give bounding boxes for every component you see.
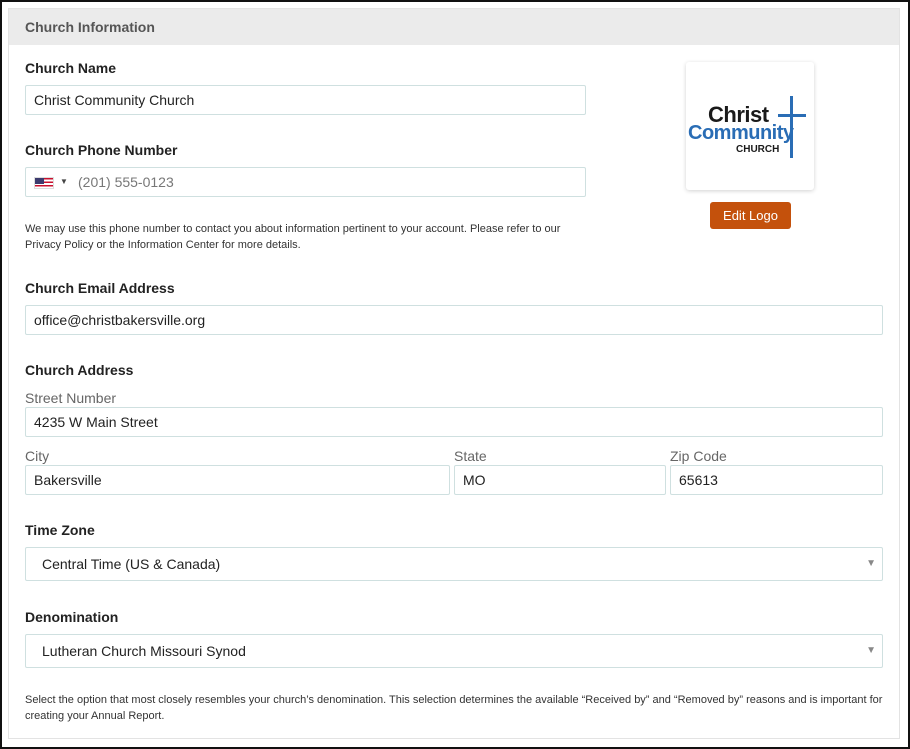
- denomination-select[interactable]: [25, 634, 883, 668]
- street-label: Street Number: [25, 390, 117, 406]
- logo-text-community: Community: [688, 122, 794, 144]
- phone-label: Church Phone Number: [25, 142, 178, 158]
- denomination-label: Denomination: [25, 609, 119, 625]
- city-label: City: [25, 448, 50, 464]
- zip-label: Zip Code: [670, 448, 727, 464]
- edit-logo-button[interactable]: Edit Logo: [710, 202, 791, 229]
- email-label: Church Email Address: [25, 280, 175, 296]
- address-label: Church Address: [25, 362, 134, 378]
- phone-input[interactable]: [25, 167, 586, 197]
- street-input[interactable]: 4235 W Main Street: [25, 407, 883, 437]
- church-name-label: Church Name: [25, 60, 117, 76]
- zip-input[interactable]: 65613: [670, 465, 883, 495]
- city-input[interactable]: Bakersville: [25, 465, 450, 495]
- church-name-input[interactable]: Christ Community Church: [25, 85, 586, 115]
- email-input[interactable]: office@christbakersville.org: [25, 305, 883, 335]
- state-input[interactable]: MO: [454, 465, 666, 495]
- us-flag-icon[interactable]: [34, 177, 54, 189]
- chevron-down-icon[interactable]: ▼: [60, 177, 68, 186]
- panel-title: Church Information: [9, 9, 899, 45]
- phone-help-text: We may use this phone number to contact you about information pertinent to your account. Please refer to our Privacy Policy or the Information Center for more details.: [25, 223, 561, 251]
- logo-text-church: CHURCH: [736, 144, 780, 155]
- timezone-label: Time Zone: [25, 522, 95, 538]
- chevron-down-icon[interactable]: ▼: [866, 645, 876, 656]
- church-logo: [686, 62, 814, 190]
- timezone-select[interactable]: [25, 547, 883, 581]
- church-information-panel: [8, 8, 900, 739]
- timezone-value: Central Time (US & Canada): [42, 556, 221, 572]
- state-label: State: [454, 448, 487, 464]
- chevron-down-icon[interactable]: ▼: [866, 558, 876, 569]
- logo-text-christ: Christ: [708, 102, 769, 127]
- phone-placeholder: (201) 555-0123: [78, 174, 174, 190]
- denomination-value: Lutheran Church Missouri Synod: [42, 643, 246, 659]
- denomination-help-text: Select the option that most closely resembles your church’s denomination. This selection determines the available “Received by” and “Removed by” reasons and is important for creating your Annual Report.: [25, 694, 883, 722]
